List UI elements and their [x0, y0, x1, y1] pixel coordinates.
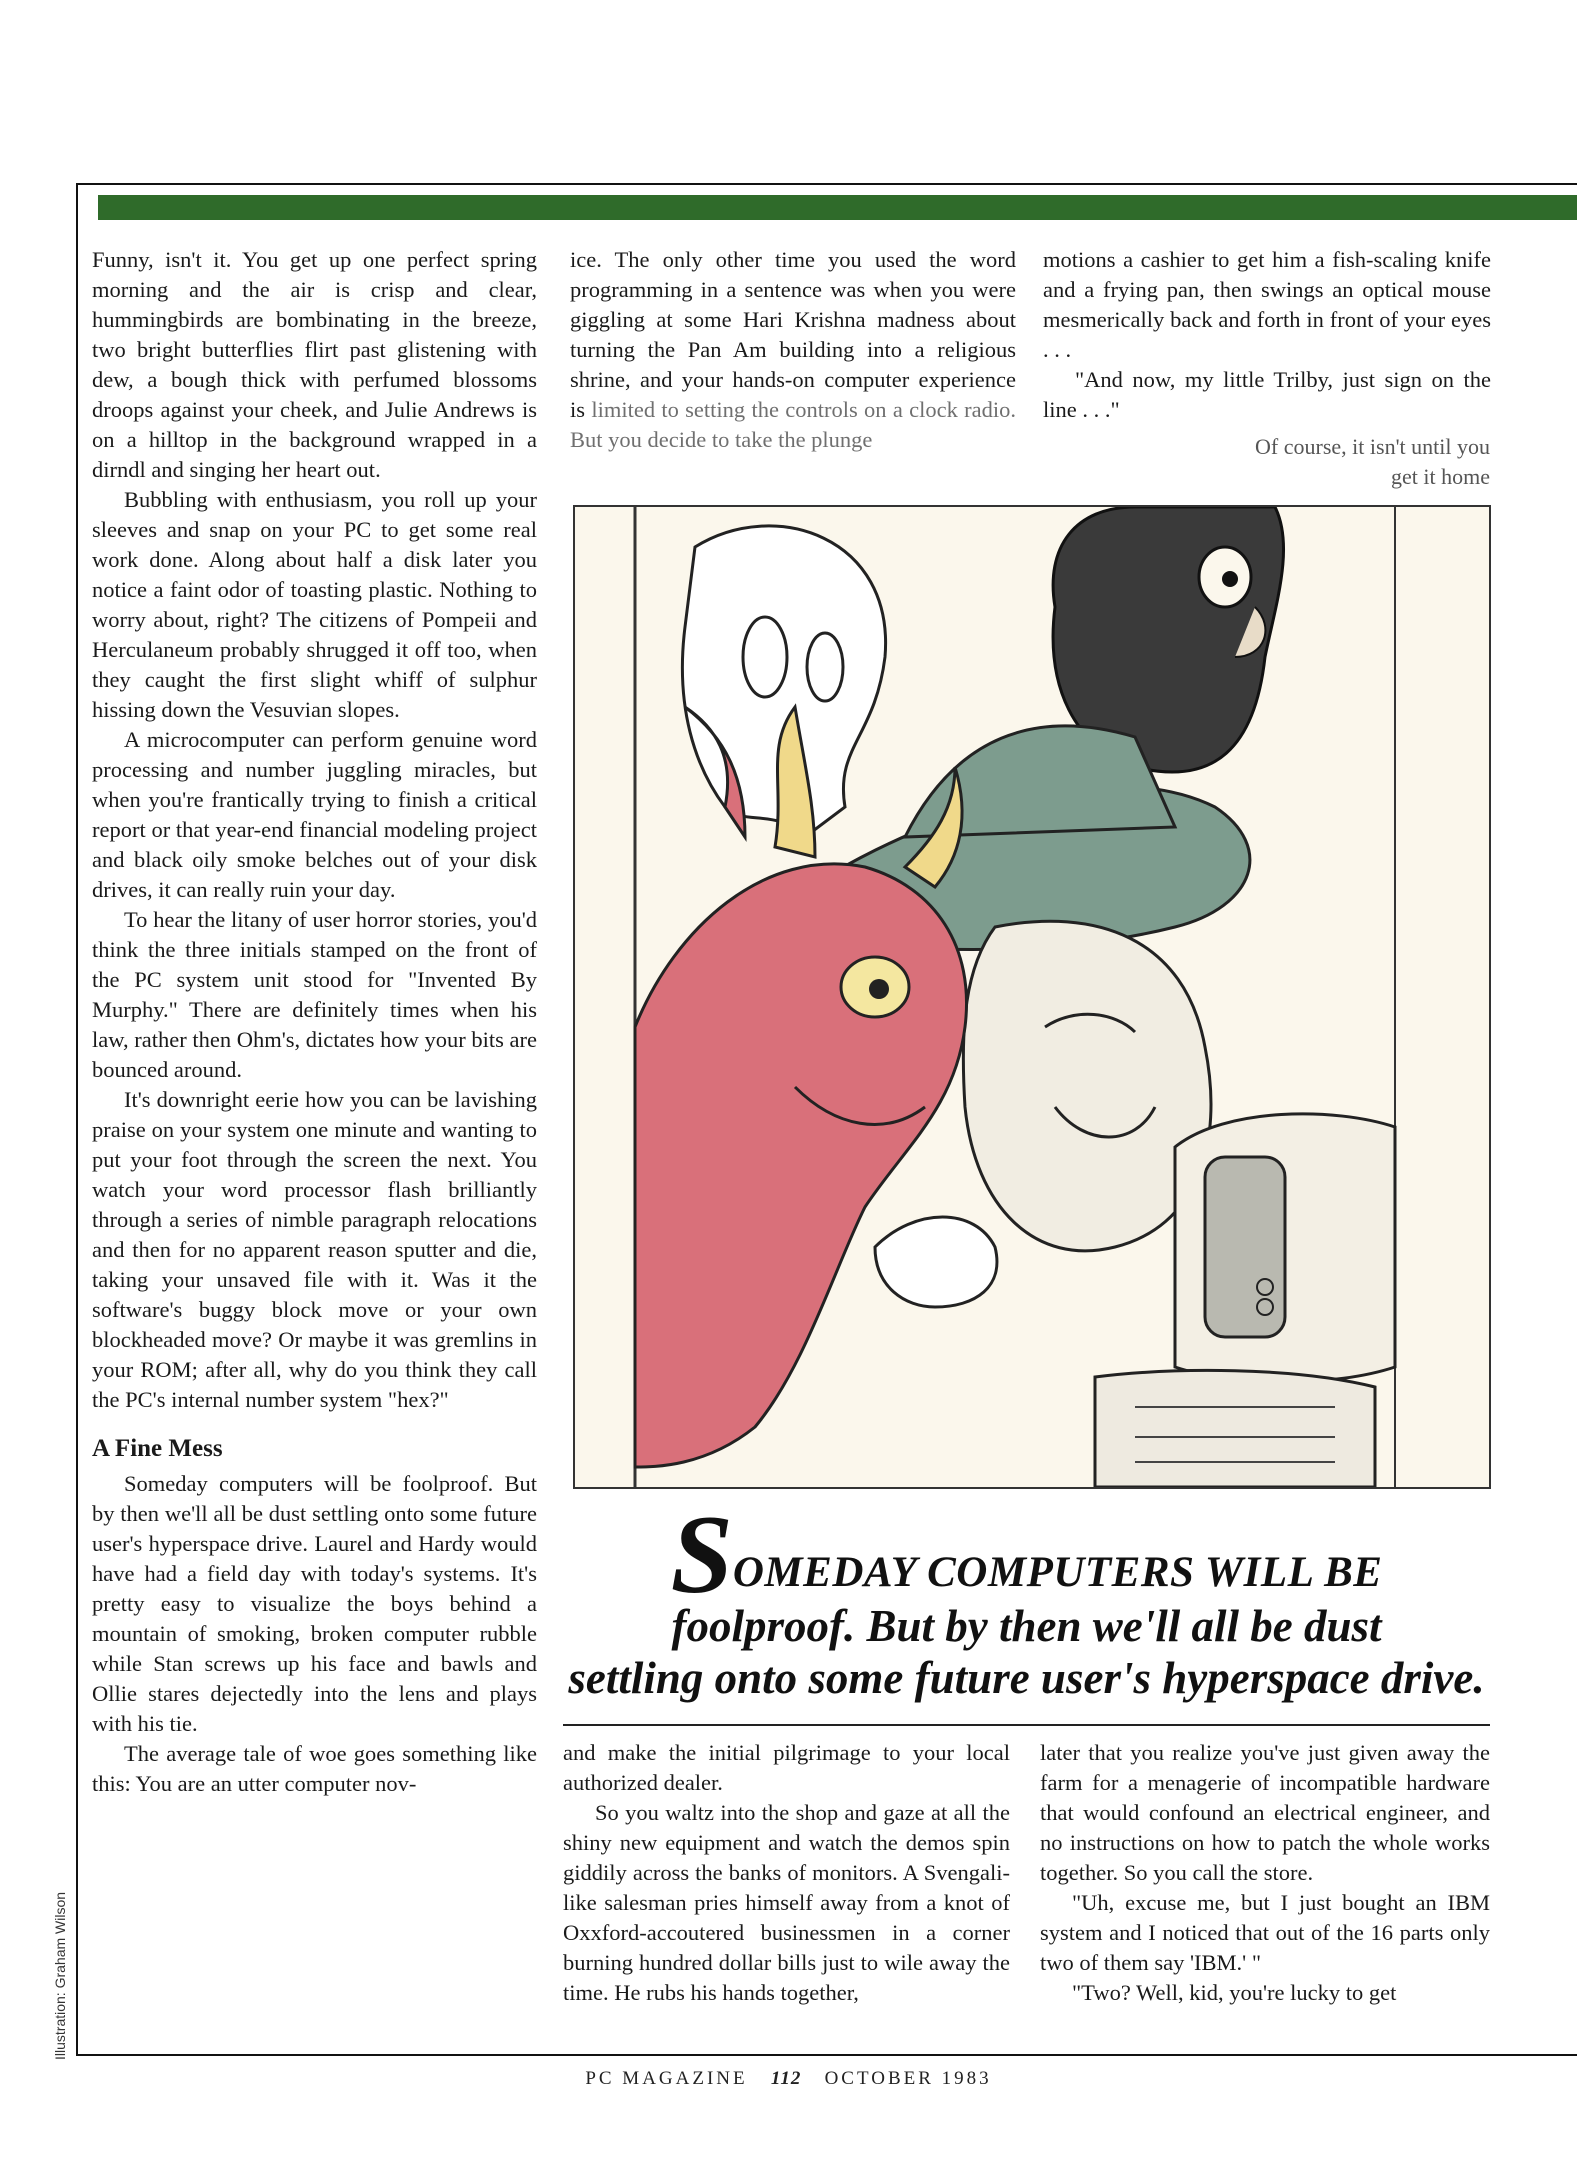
drop-cap: S: [670, 1493, 733, 1617]
paragraph: The average tale of woe goes something like this: You are an utter computer nov-: [92, 1741, 537, 1796]
article-column-4: [563, 1738, 1010, 2008]
paragraph: So you waltz into the shop and gaze at all the shiny new equipment and watch the demos spin giddily across the banks of monitors. A Svengali-like salesman pries himself away from a knot of Oxxford-accoutered businessmen in a corner burning hundred dollar bills just to wile away the time. He rubs his hands together,: [563, 1800, 1010, 2005]
pull-quote-line-3: settling onto some future user's hyperspace drive.: [568, 1653, 1485, 1703]
illustration-drawing: [575, 507, 1489, 1487]
pull-quote-lead: OMEDAY COMPUTERS WILL BE: [732, 1549, 1383, 1596]
paragraph-text: ice. The only other time you used the word programming in a sentence was when you were giggling at some Hari Krishna madness about turning the Pan Am building into a religious shrine, and your hands-on computer experience is: [570, 247, 1016, 422]
issue-date: OCTOBER 1983: [824, 2068, 992, 2089]
section-subhead: A Fine Mess: [92, 1435, 223, 1462]
paragraph: and make the initial pilgrimage to your local authorized dealer.: [563, 1740, 1010, 1795]
pull-quote-rule: [563, 1724, 1490, 1726]
illustration-credit: Illustration: Graham Wilson: [52, 1891, 68, 2060]
computer-keyboard: [1095, 1370, 1375, 1487]
paragraph: A microcomputer can perform genuine word processing and number juggling miracles, but when you're frantically trying to finish a critical report or that year-end financial modeling project and black oily smoke belches out of your disk drives, it can really ruin your day.: [92, 727, 537, 902]
paragraph: Funny, isn't it. You get up one perfect spring morning and the air is crisp and clear, hummingbirds are bombinating in the breeze, two bright butterflies flirt past glistening with dew, a bough thick with perfumed blossoms droops against your cheek, and Julie Andrews is on a hilltop in the background wrapped in a dirndl and singing her heart out.: [92, 247, 537, 482]
article-column-5: [1040, 1738, 1490, 2008]
paragraph: motions a cashier to get him a fish-scaling knife and a frying pan, then swings an optical mouse mesmerically back and forth in front of your eyes . . .: [1043, 247, 1491, 362]
paragraph: "And now, my little Trilby, just sign on the line . . .": [1043, 367, 1491, 422]
article-column-3: [1043, 245, 1491, 425]
paragraph: "Uh, excuse me, but I just bought an IBM system and I noticed that out of the 16 parts only two of them say 'IBM.' ": [1040, 1890, 1490, 1975]
pull-quote: [563, 1493, 1490, 1704]
paragraph: Someday computers will be foolproof. But by then we'll all be dust settling onto some future user's hyperspace drive. Laurel and Hardy would have had a field day with today's systems. It's pretty easy to visualize the boys behind a mountain of smoking, broken computer rubble while Stan screws up his face and bawls and Ollie stares dejectedly into the lens and plays with his tie.: [92, 1471, 537, 1736]
article-column-2: [570, 245, 1016, 455]
header-color-bar: [98, 195, 1577, 220]
frame-top-rule: [76, 183, 1577, 185]
paragraph: later that you realize you've just given away the farm for a menagerie of incompatible hardware that would confound an electrical engineer, and no instructions on how to patch the whole works together. So you call the store.: [1040, 1740, 1490, 1885]
paragraph: [570, 245, 1016, 455]
paragraph: "Two? Well, kid, you're lucky to get: [1072, 1980, 1397, 2005]
paragraph: It's downright eerie how you can be lavishing praise on your system one minute and wanting to put your foot through the screen the next. You watch your word processor flash brilliantly through a series of nimble paragraph relocations and then for no apparent reason sputter and die, taking your unsaved file with it. Was it the software's buggy block move or your own blockheaded move? Or maybe it was gremlins in your ROM; after all, why do you think they call the PC's internal number system "hex?": [92, 1087, 537, 1412]
page-number: 112: [770, 2068, 802, 2089]
paragraph: To hear the litany of user horror stories, you'd think the three initials stamped on the front of the PC system unit stood for "Invented By Murphy." There are definitely times when his law, rather then Ohm's, dictates how your bits are bounced around.: [92, 907, 537, 1082]
pull-quote-line-1: [563, 1493, 1490, 1617]
frame-left-rule: [76, 183, 78, 2056]
frame-bottom-rule: [76, 2054, 1577, 2056]
article-column-1: [92, 245, 537, 1799]
page-footer: [0, 2068, 1577, 2090]
paragraph-text-faded: limited to setting the controls on a clock radio. But you decide to take the plunge: [570, 397, 1016, 452]
paragraph: Bubbling with enthusiasm, you roll up your sleeves and snap on your PC to get some real work done. Along about half a disk later you notice a faint odor of toasting plastic. Nothing to worry about, right? The citizens of Pompeii and Herculaneum probably shrugged it off too, when they caught the first slight whiff of sulphur hissing down the Vesuvian slopes.: [92, 487, 537, 722]
cartoon-illustration: [573, 505, 1491, 1489]
magazine-name: PC MAGAZINE: [585, 2068, 748, 2089]
pull-quote-line-2: foolproof. But by then we'll all be dust: [671, 1601, 1382, 1651]
aside-text: Of course, it isn't until you get it home: [1255, 434, 1490, 489]
